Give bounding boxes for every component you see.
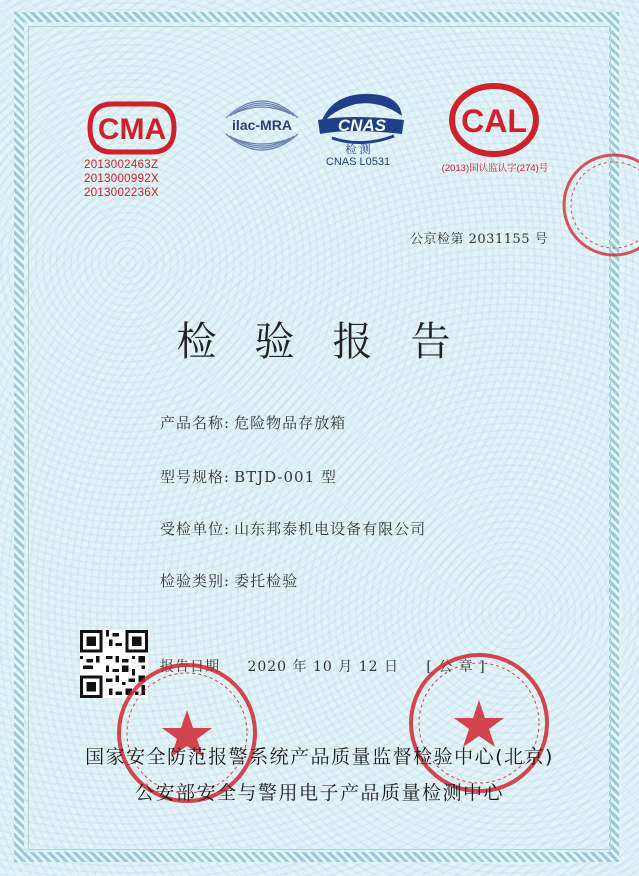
issuing-organization-2: 公安部安全与警用电子产品质量检测中心 (134, 782, 504, 804)
seal-star-icon (454, 700, 504, 747)
cma-codes (84, 158, 159, 200)
cnas-logo-text: CNAS (337, 116, 387, 135)
cma-code-line: 2013002463Z (84, 159, 159, 171)
field-inspection-type (160, 570, 298, 591)
red-seal-edge (559, 150, 639, 260)
report-date-value: 2020 年 10 月 12 日 (247, 659, 399, 675)
field-model (160, 466, 337, 487)
field-label: 产品名称: (160, 414, 231, 432)
issuing-organization-1: 国家安全防范报警系统产品质量监督检验中心(北京) (85, 746, 554, 768)
cma-code-line: 2013002236X (84, 187, 159, 199)
cal-logo-text: CAL (461, 103, 527, 139)
report-date-label: 报告日期 (160, 659, 220, 675)
red-seal-right (404, 648, 554, 798)
field-label: 受检单位: (160, 520, 231, 538)
page-title: 检验报告 (176, 319, 489, 365)
field-inspected-unit (160, 518, 426, 539)
ilac-mra-logo (216, 82, 308, 164)
field-value: 山东邦泰机电设备有限公司 (234, 520, 427, 538)
cnas-caption-line1: 检 测 (345, 144, 371, 156)
field-label: 检验类别: (160, 572, 231, 590)
cnas-caption-line2: CNAS L0531 (325, 156, 391, 168)
field-value: 危险物品存放箱 (234, 414, 347, 432)
field-value: BTJD-001 型 (234, 468, 337, 486)
official-seal-note: [ 公 章 ] (426, 659, 486, 675)
cma-logo (82, 98, 182, 158)
cal-caption: (2013)国认监认字(274)号 (441, 163, 549, 174)
cnas-caption (310, 144, 406, 168)
field-product-name (160, 412, 346, 433)
field-label: 型号规格: (160, 468, 231, 486)
field-value: 委托检验 (234, 572, 299, 590)
cma-logo-text: CMA (97, 113, 167, 146)
cma-code-line: 2013000992X (84, 173, 159, 185)
cal-logo (446, 80, 542, 158)
report-number: 公京检第 2031155 号 (410, 232, 549, 247)
ilac-logo-text: ilac-MRA (232, 117, 292, 133)
